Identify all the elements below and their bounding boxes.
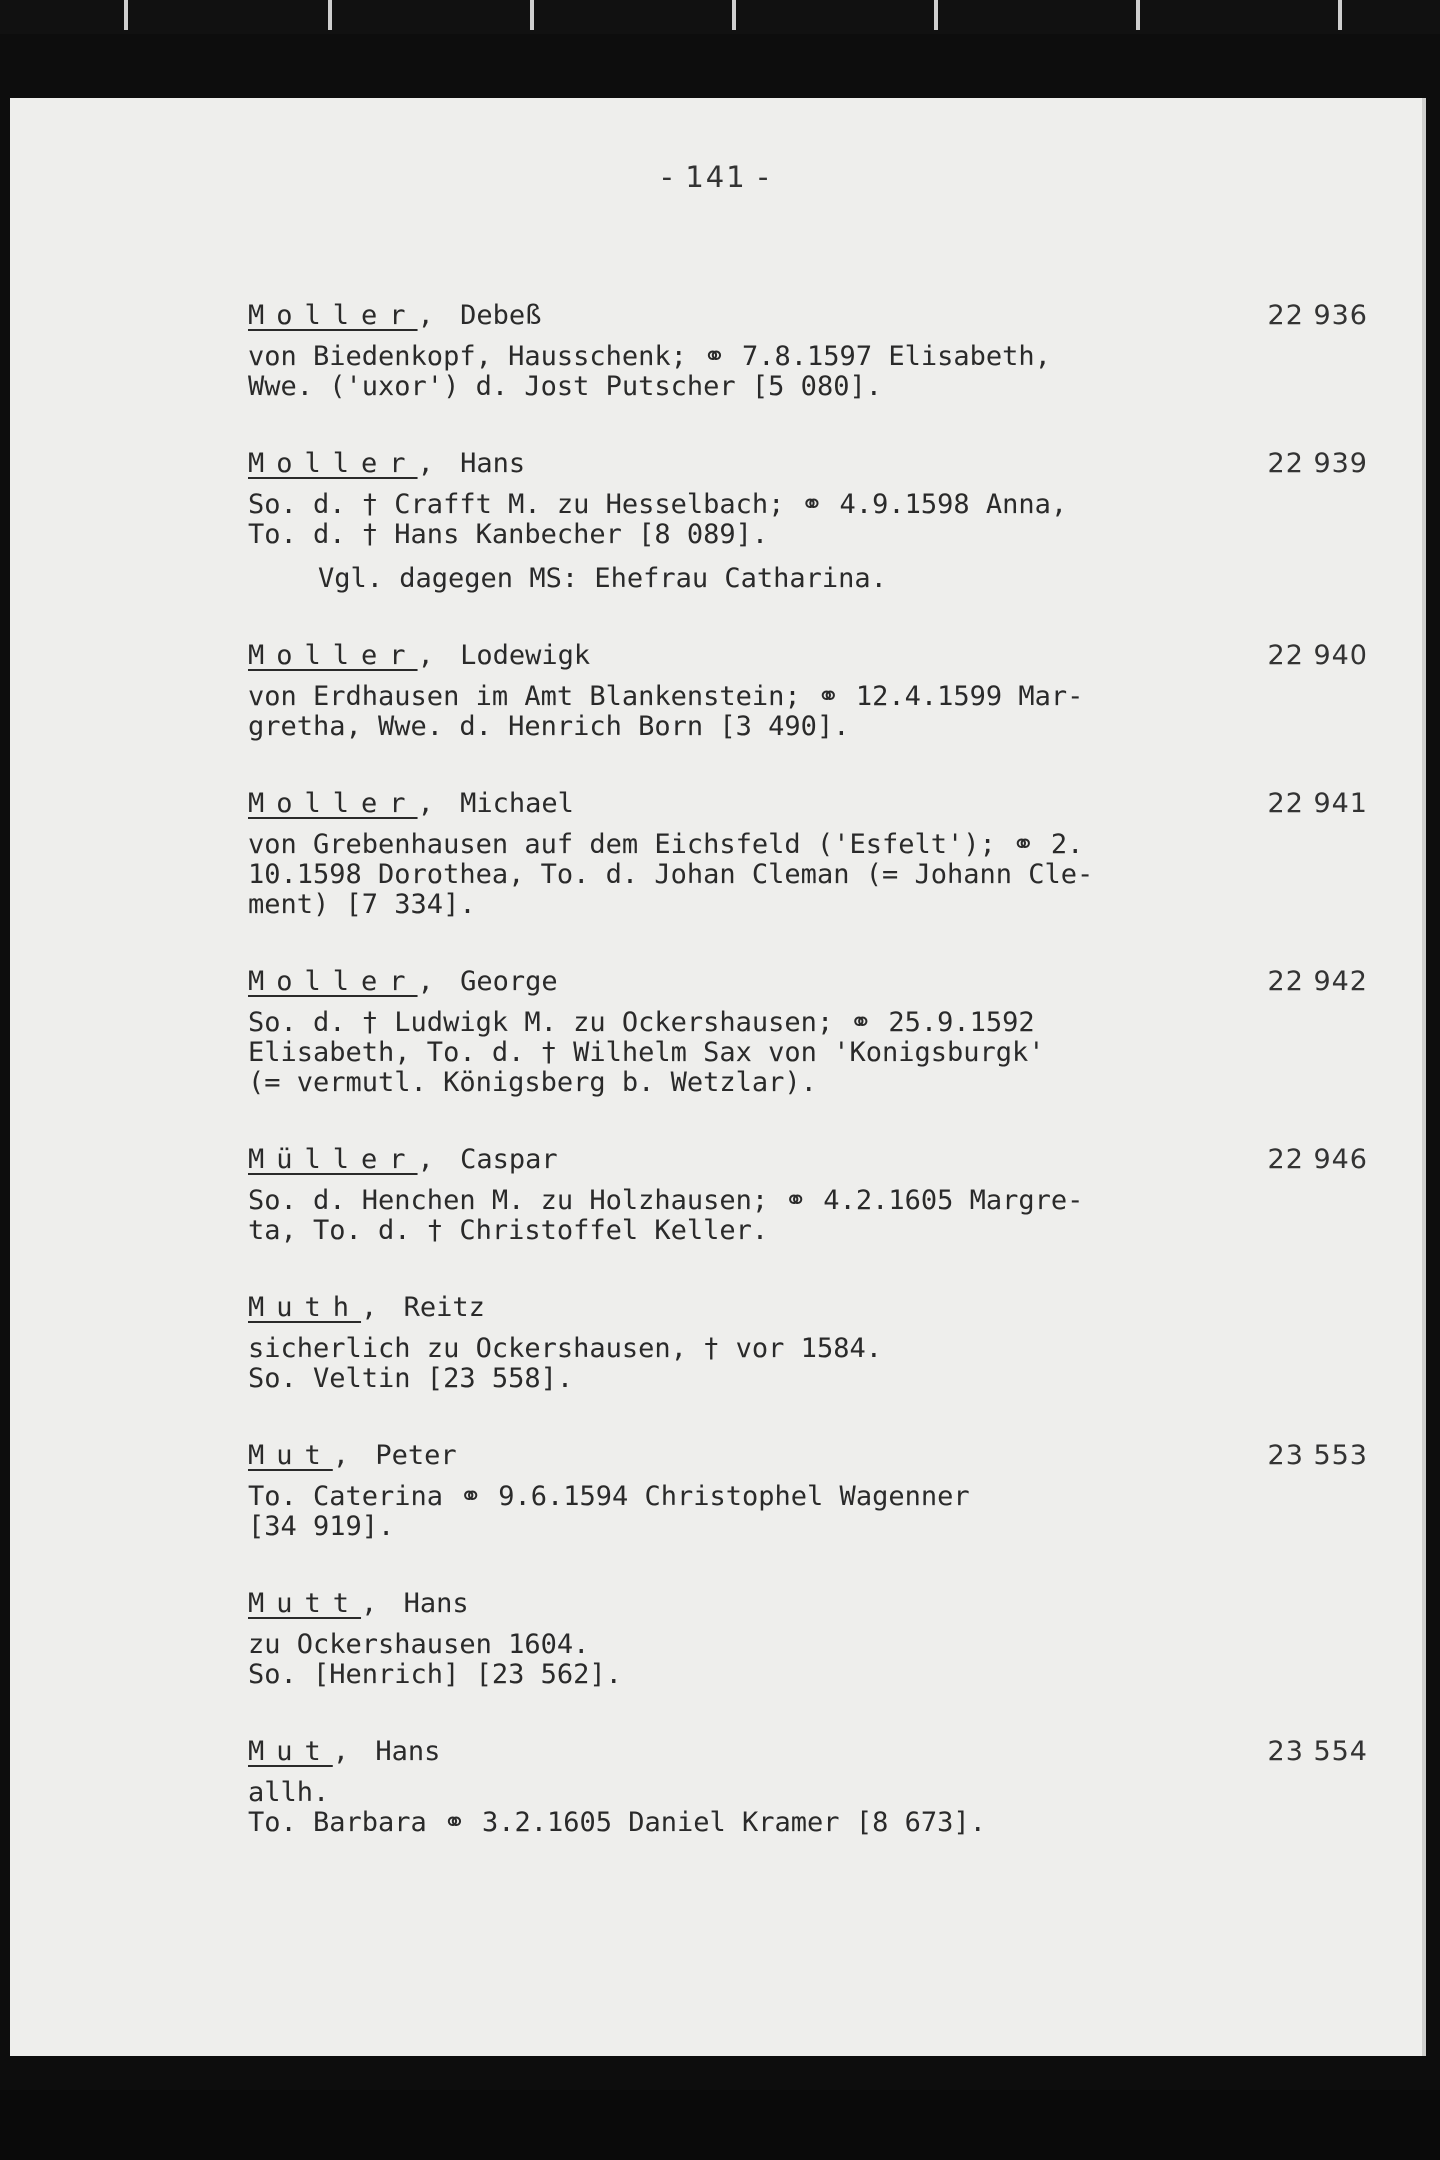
film-strip-top bbox=[0, 0, 1440, 34]
entry-surname: Moller bbox=[248, 640, 418, 671]
entry-heading bbox=[248, 1290, 1368, 1326]
film-mark bbox=[1338, 0, 1342, 30]
entry-number: 23 553 bbox=[1267, 1440, 1368, 1471]
entry-text: von Grebenhausen auf dem Eichsfeld ('Esfelt'); ⚭ 2. 10.1598 Dorothea, To. d. Johan Cleman (= Johann Cle- ment) [7 334]. bbox=[248, 829, 1094, 920]
entry-forename: Lodewigk bbox=[460, 640, 591, 671]
entry-comma: , bbox=[417, 1144, 434, 1175]
entry-text: allh. To. Barbara ⚭ 3.2.1605 Daniel Kramer [8 673]. bbox=[248, 1777, 986, 1838]
entry-comma: , bbox=[417, 300, 434, 331]
register-entry bbox=[248, 446, 1368, 594]
entry-heading bbox=[248, 298, 1368, 334]
entry-forename: Caspar bbox=[460, 1144, 558, 1175]
register-entry bbox=[248, 1142, 1368, 1246]
entry-text: zu Ockershausen 1604. So. [Henrich] [23 562]. bbox=[248, 1629, 622, 1690]
entry-number: 22 942 bbox=[1267, 966, 1368, 997]
register-entry bbox=[248, 1586, 1368, 1690]
entry-text: sicherlich zu Ockershausen, † vor 1584. So. Veltin [23 558]. bbox=[248, 1333, 882, 1394]
film-mark bbox=[732, 0, 736, 30]
entry-text: So. d. † Crafft M. zu Hesselbach; ⚭ 4.9.1598 Anna, To. d. † Hans Kanbecher [8 089]. bbox=[248, 489, 1068, 550]
entry-list bbox=[248, 298, 1368, 1882]
film-mark bbox=[1136, 0, 1140, 30]
entry-forename: Michael bbox=[460, 788, 574, 819]
entry-comma: , bbox=[361, 1292, 378, 1323]
entry-forename: Hans bbox=[375, 1736, 441, 1767]
film-strip-bottom bbox=[0, 2090, 1440, 2160]
entry-number: 22 939 bbox=[1267, 448, 1368, 479]
entry-heading bbox=[248, 1734, 1368, 1770]
entry-heading bbox=[248, 1142, 1368, 1178]
entry-surname: Mut bbox=[248, 1440, 333, 1471]
register-entry bbox=[248, 1734, 1368, 1838]
entry-comma: , bbox=[417, 448, 434, 479]
entry-text: von Biedenkopf, Hausschenk; ⚭ 7.8.1597 Elisabeth, Wwe. ('uxor') d. Jost Putscher [5 080]. bbox=[248, 341, 1051, 402]
entry-forename: Peter bbox=[375, 1440, 457, 1471]
entry-number: 22 941 bbox=[1267, 788, 1368, 819]
entry-text: So. d. Henchen M. zu Holzhausen; ⚭ 4.2.1605 Margre- ta, To. d. † Christoffel Keller. bbox=[248, 1185, 1084, 1246]
entry-number: 22 940 bbox=[1267, 640, 1368, 671]
entry-forename: Debeß bbox=[460, 300, 542, 331]
entry-heading bbox=[248, 964, 1368, 1000]
entry-text: von Erdhausen im Amt Blankenstein; ⚭ 12.4.1599 Mar- gretha, Wwe. d. Henrich Born [3 490]. bbox=[248, 681, 1084, 742]
page-number: - 141 - bbox=[661, 160, 771, 194]
entry-surname: Moller bbox=[248, 966, 418, 997]
entry-forename: Hans bbox=[460, 448, 526, 479]
entry-surname: Moller bbox=[248, 300, 418, 331]
entry-forename: George bbox=[460, 966, 558, 997]
register-entry bbox=[248, 786, 1368, 920]
film-mark bbox=[124, 0, 128, 30]
entry-heading bbox=[248, 1586, 1368, 1622]
entry-surname: Müller bbox=[248, 1144, 418, 1175]
entry-heading bbox=[248, 446, 1368, 482]
register-entry bbox=[248, 1290, 1368, 1394]
entry-heading bbox=[248, 786, 1368, 822]
entry-text: To. Caterina ⚭ 9.6.1594 Christophel Wagenner [34 919]. bbox=[248, 1481, 970, 1542]
film-mark bbox=[328, 0, 332, 30]
entry-comma: , bbox=[417, 966, 434, 997]
entry-comma: , bbox=[417, 640, 434, 671]
film-mark bbox=[934, 0, 938, 30]
entry-forename: Reitz bbox=[403, 1292, 485, 1323]
register-entry bbox=[248, 964, 1368, 1098]
entry-text: So. d. † Ludwigk M. zu Ockershausen; ⚭ 25.9.1592 Elisabeth, To. d. † Wilhelm Sax von 'Konigsburgk' (= vermutl. Königsberg b. Wetzlar). bbox=[248, 1007, 1045, 1098]
entry-comma: , bbox=[417, 788, 434, 819]
entry-number: 22 936 bbox=[1267, 300, 1368, 331]
film-mark bbox=[530, 0, 534, 30]
entry-surname: Mut bbox=[248, 1736, 333, 1767]
entry-surname: Muth bbox=[248, 1292, 362, 1323]
entry-comma: , bbox=[332, 1440, 350, 1471]
entry-surname: Mutt bbox=[248, 1588, 362, 1619]
entry-surname: Moller bbox=[248, 788, 418, 819]
register-entry bbox=[248, 638, 1368, 742]
entry-number: 23 554 bbox=[1267, 1736, 1368, 1767]
entry-note: Vgl. dagegen MS: Ehefrau Catharina. bbox=[318, 563, 887, 594]
entry-number: 22 946 bbox=[1267, 1144, 1368, 1175]
entry-heading bbox=[248, 638, 1368, 674]
entry-heading bbox=[248, 1438, 1368, 1474]
entry-forename: Hans bbox=[403, 1588, 469, 1619]
register-entry bbox=[248, 298, 1368, 402]
entry-surname: Moller bbox=[248, 448, 418, 479]
register-entry bbox=[248, 1438, 1368, 1542]
entry-comma: , bbox=[361, 1588, 378, 1619]
entry-comma: , bbox=[332, 1736, 350, 1767]
document-page bbox=[10, 98, 1426, 2056]
